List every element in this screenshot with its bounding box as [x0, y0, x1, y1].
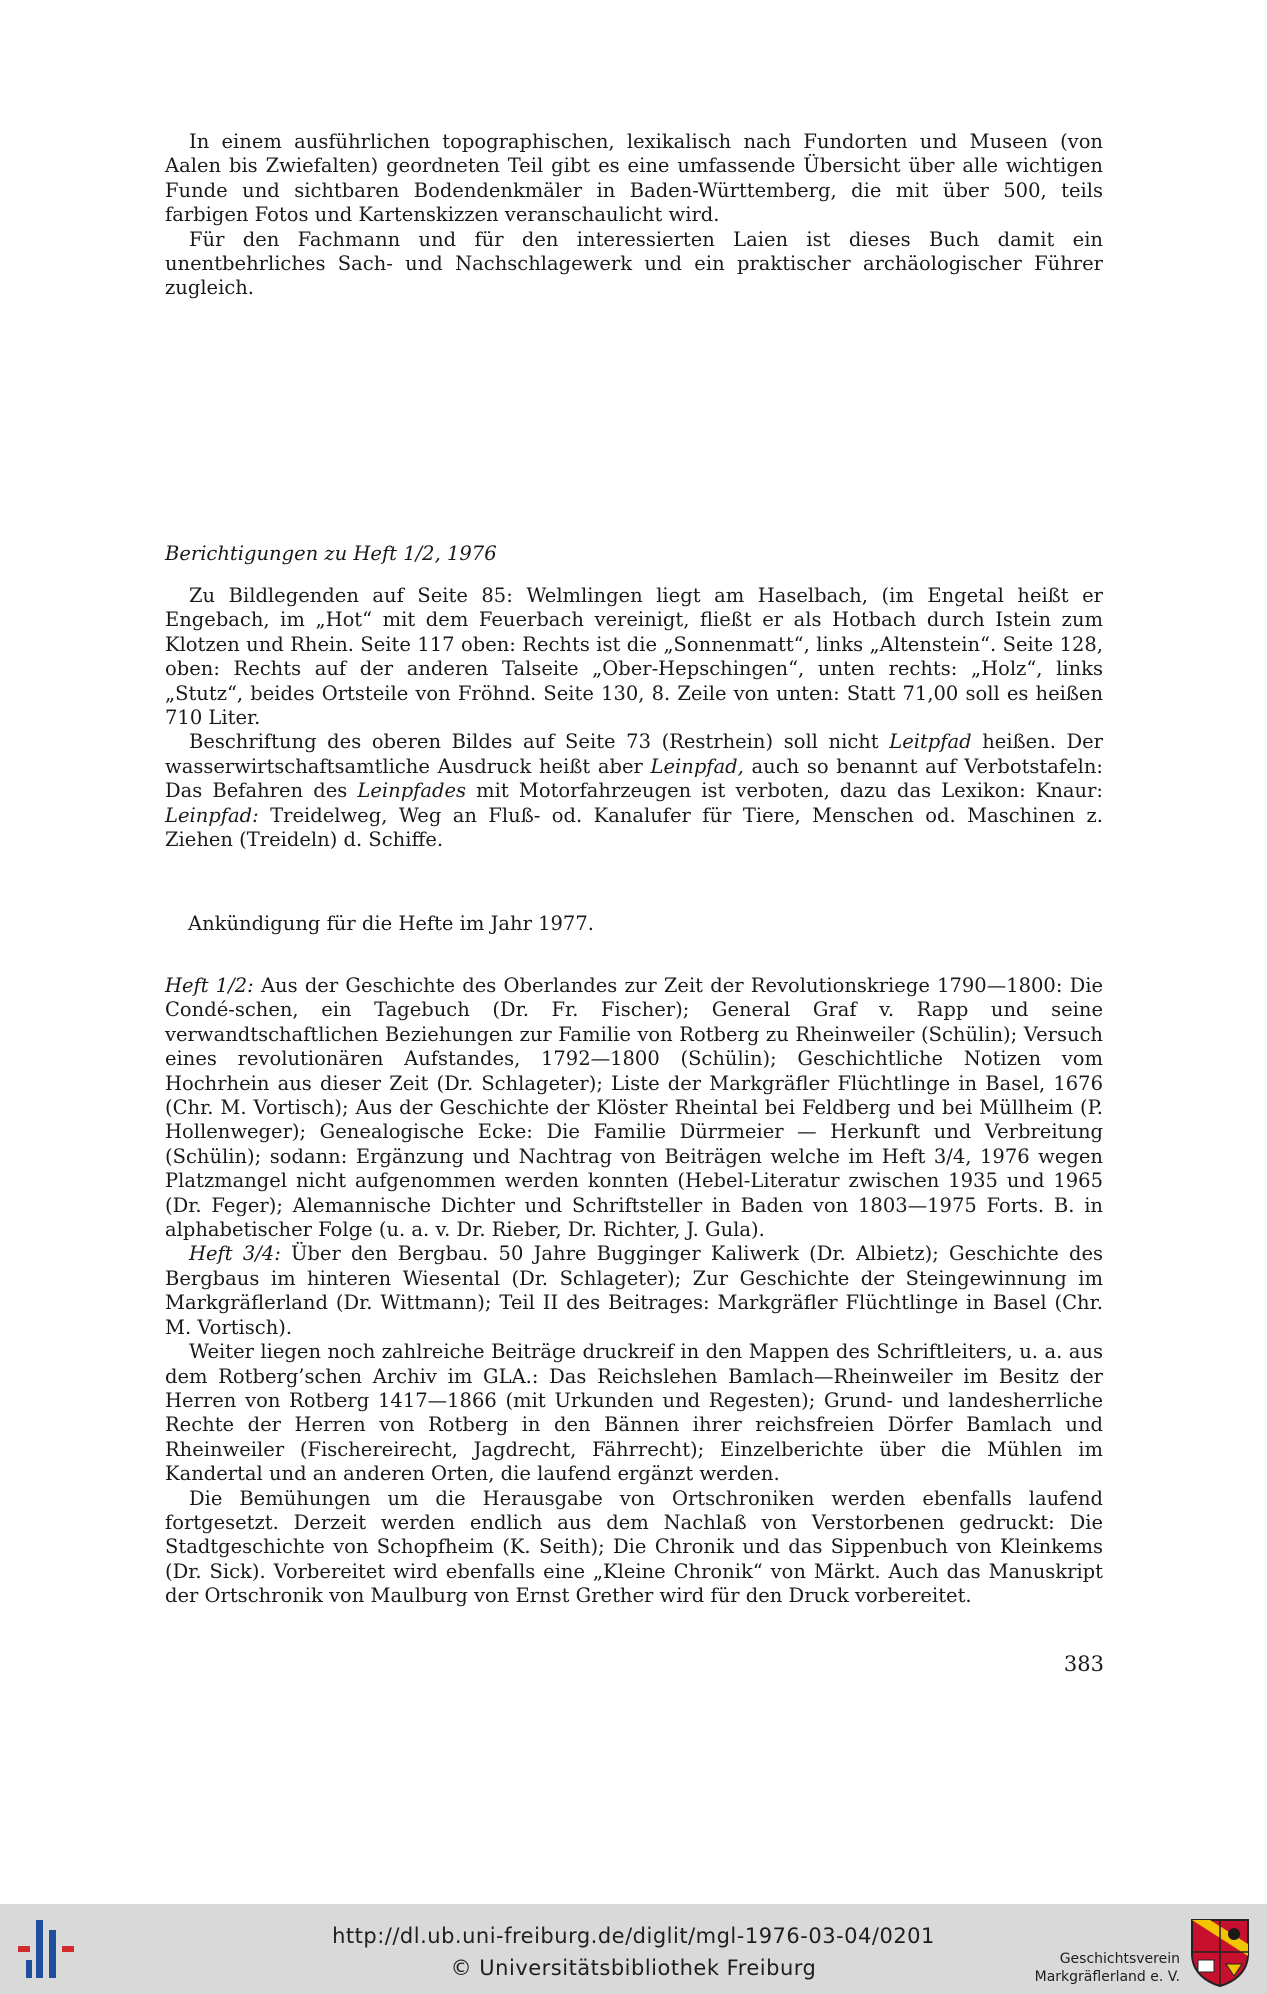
announcement-paragraph-4: Die Bemühungen um die Herausgabe von Ortschroniken werden ebenfalls laufend fortgesetzt. Derzeit werden endlich aus dem Nachlaß von Verstorbenen gedruckt: Die Stadtgeschichte von Schopfheim (K. Seith); Die Chronik und das Sippenbuch von Kleinkems (Dr. Sick). Vorbereitet wird ebenfalls eine „Kleine Chronik“ von Märkt. Auch das Manuskript der Ortschronik von Maulburg von Ernst Grether wird für den Druck vorbereitet. — [165, 1486, 1103, 1608]
text-run: Aus der Geschichte des Oberlandes zur Zeit der Revolutionskriege 1790—1800: Die Condé-schen, ein Tagebuch (Dr. Fr. Fischer); General Graf v. Rapp und seine verwandtschaftlichen Beziehungen zur Familie von Rotberg zu Rheinweiler (Schülin); Versuch eines revolutionären Aufstandes, 1792—1800 (Schülin); Geschichtliche Notizen vom Hochrhein aus dieser Zeit (Dr. Schlageter); Liste der Markgräfler Flüchtlinge in Basel, 1676 (Chr. M. Vortisch); Aus der Geschichte der Klöster Rheintal bei Feldberg und bei Müllheim (P. Hollenweger); Genealogische Ecke: Die Familie Dürrmeier — Herkunft und Verbreitung (Schülin); sodann: Ergänzung und Nachtrag von Beiträgen welche im Heft 3/4, 1976 wegen Platzmangel nicht aufgenommen werden konnten (Hebel-Literatur zwischen 1935 und 1965 (Dr. Feger); Alemannische Dichter und Schriftsteller in Baden von 1803—1975 Forts. B. in alphabetischer Folge (u. a. v. Dr. Rieber, Dr. Richter, J. Gula). — [165, 974, 1104, 1242]
italic-term: Leinpfad: — [165, 803, 259, 827]
announcement-heading: Ankündigung für die Hefte im Jahr 1977. — [188, 912, 594, 935]
announcement-paragraph-1 — [165, 974, 1103, 1242]
footer-bar — [0, 1904, 1267, 1994]
intro-paragraph-2: Für den Fachmann und für den interessierten Laien ist dieses Buch damit ein unentbehrliches Sach- und Nachschlagewerk und ein praktischer archäologischer Führer zugleich. — [165, 227, 1103, 300]
coat-of-arms-icon — [1188, 1916, 1252, 1988]
text-run: heißen. Der wasserwirtschaftsamtliche Ausdruck heißt aber — [165, 730, 1103, 778]
italic-term: Leinpfades — [357, 779, 467, 803]
text-run: Über den Bergbau. 50 Jahre Bugginger Kaliwerk (Dr. Albietz); Geschichte des Bergbaus im hinteren Wiesental (Dr. Schlageter); Zur Geschichte der Steingewinnung im Markgräflerland (Dr. Wittmann); Teil II des Beitrages: Markgräfler Flüchtlinge in Basel (Chr. M. Vortisch). — [165, 1242, 1103, 1339]
corrections-paragraph-2 — [165, 730, 1103, 852]
corrections-paragraph-1: Zu Bildlegenden auf Seite 85: Welmlingen liegt am Haselbach, (im Engetal heißt er Engebach, im „Hot“ mit dem Feuerbach vereinigt, fließt er als Hotbach durch Istein zum Klotzen und Rhein. Seite 117 oben: Rechts ist die „Sonnenmatt“, links „Altenstein“. Seite 128, oben: Rechts auf der anderen Talseite „Ober-Hepschingen“, unten rechts: „Holz“, links „Stutz“, beides Ortsteile von Fröhnd. Seite 130, 8. Zeile von unten: Statt 71,00 soll es heißen 710 Liter. — [165, 584, 1103, 730]
italic-term: Leitpfad — [889, 730, 972, 754]
italic-term: Leinpfad, — [650, 754, 744, 778]
text-run: Beschriftung des oberen Bildes auf Seite 73 (Restrhein) soll nicht — [189, 730, 890, 754]
corrections-section — [165, 584, 1103, 852]
announcement-paragraph-2 — [165, 1242, 1103, 1340]
corrections-heading: Berichtigungen zu Heft 1/2, 1976 — [165, 542, 497, 565]
text-run: auch so benannt auf Verbotstafeln: Das Befahren des — [165, 754, 1103, 803]
announcement-paragraph-3: Weiter liegen noch zahlreiche Beiträge druckreif in den Mappen des Schriftleiters, u. a. aus dem Rotberg’schen Archiv im GLA.: Das Reichslehen Bamlach—Rheinweiler im Besitz der Herren von Rotberg 1417—1866 (mit Urkunden und Regesten); Grund- und landesherrliche Rechte der Herren von Rotberg in den Bännen ihrer reichsfreien Dörfer Bamlach und Rheinweiler (Fischereirecht, Jagdrecht, Fährrecht); Einzelberichte über die Mühlen im Kandertal und an anderen Orten, die laufend ergänzt werden. — [165, 1340, 1103, 1486]
society-line-1: Geschichtsverein — [1059, 1951, 1180, 1967]
footer-copyright: © Universitätsbibliothek Freiburg — [450, 1956, 817, 1980]
footer-url-link[interactable]: http://dl.ub.uni-freiburg.de/diglit/mgl-1976-03-04/0201 — [332, 1924, 935, 1948]
issue-label: Heft 1/2: — [165, 974, 254, 997]
issue-label: Heft 3/4: — [189, 1242, 281, 1266]
society-name — [1020, 1950, 1180, 1986]
text-run: mit Motorfahrzeugen ist verboten, dazu das Lexikon: Knaur: — [466, 779, 1103, 803]
announcement-section — [165, 974, 1103, 1609]
text-run: Treidelweg, Weg an Fluß- od. Kanalufer für Tiere, Menschen od. Maschinen z. Ziehen (Treideln) d. Schiffe. — [165, 803, 1103, 852]
intro-section — [165, 130, 1103, 301]
page-number: 383 — [1063, 1652, 1104, 1676]
society-line-2: Markgräflerland e. V. — [1034, 1969, 1180, 1985]
intro-paragraph-1: In einem ausführlichen topographischen, lexikalisch nach Fundorten und Museen (von Aalen bis Zwiefalten) geordneten Teil gibt es eine umfassende Übersicht über alle wichtigen Funde und sichtbaren Bodendenkmäler in Baden-Württemberg, die mit über 500, teils farbigen Fotos und Kartenskizzen veranschaulicht wird. — [165, 130, 1103, 227]
